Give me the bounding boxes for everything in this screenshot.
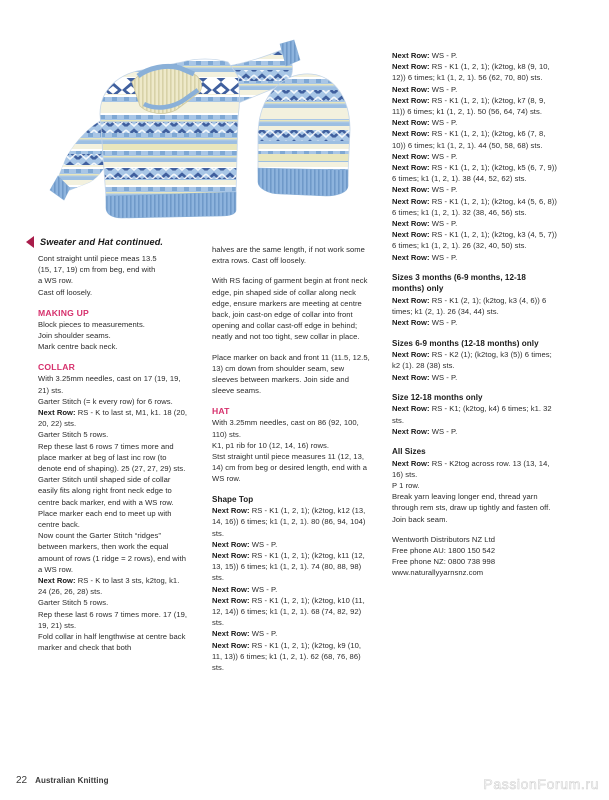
phone-nz: Free phone NZ: 0800 738 998 xyxy=(392,557,496,567)
decrease-row xyxy=(392,61,560,83)
collar-instruction-text: With 3.25mm needles, cast on 17 (19, 19, 21) sts. xyxy=(38,374,181,395)
collar-instruction xyxy=(38,597,190,608)
decrease-row xyxy=(392,84,560,95)
collar-cont-1: With RS facing of garment begin at front neck edge, pin shaped side of collar along neck edge, ensure markers are meeting at centre back, join cast-on edge of collar into front opening and collar cast-off edge in behind; neatly and not too tight, sew collar in place. xyxy=(212,276,368,342)
distributor-name: Wentworth Distributors NZ Ltd xyxy=(392,534,496,544)
intro-line-2: a WS row. xyxy=(38,276,74,286)
collar-instruction xyxy=(38,373,190,395)
size-3-months-heading: Sizes 3 months (6-9 months, 12-18 months) only xyxy=(392,272,526,294)
hat-line-0: With 3.25mm needles, cast on 86 (92, 100, 110) sts. xyxy=(212,418,359,439)
size-6-9-row-label: Next Row: xyxy=(392,372,430,382)
decrease-row-text: WS - P. xyxy=(429,219,458,229)
size-12-18-row-text: RS - K1; (k2tog, k4) 6 times; k1. 32 sts. xyxy=(392,404,552,425)
decrease-row-label: Next Row: xyxy=(392,51,430,60)
decrease-row xyxy=(392,184,560,195)
collar-instruction xyxy=(38,609,190,631)
collar-instruction xyxy=(38,508,190,530)
shape-top-row xyxy=(212,505,370,539)
making-up-line-0: Block pieces to measurements. xyxy=(38,319,145,329)
shape-top-heading: Shape Top xyxy=(212,494,254,504)
all-sizes-row xyxy=(392,458,560,480)
decrease-row-text: RS - K1 (1, 2, 1); (k2tog, k5 (6, 7, 9)) 6 times; k1 (1, 2, 1). 38 (44, 52, 62) sts. xyxy=(392,163,557,184)
column-right xyxy=(392,50,560,579)
intro-paragraph xyxy=(38,253,190,298)
collar-instruction-text: Rep these last 6 rows 7 times more. 17 (19, 19, 21) sts. xyxy=(38,609,188,630)
collar-body xyxy=(38,373,190,653)
collar-instruction xyxy=(38,575,190,597)
shape-top-row-text: WS - P. xyxy=(249,539,278,549)
phone-au: Free phone AU: 1800 150 542 xyxy=(392,546,496,556)
collar-instruction-label: Next Row: xyxy=(38,576,76,586)
hat-line-1: K1, p1 rib for 10 (12, 14, 16) rows. xyxy=(212,440,330,450)
sweater-and-hat-illustration xyxy=(14,18,386,230)
hat-decrease-rows xyxy=(392,50,560,263)
shape-top-row-label: Next Row: xyxy=(212,595,250,605)
decrease-row xyxy=(392,128,560,150)
collar-instruction xyxy=(38,441,190,475)
product-photo-canvas xyxy=(14,18,386,230)
website-link[interactable]: www.naturallyyarnsnz.com xyxy=(392,568,484,578)
shape-top-row-text: RS - K1 (1, 2, 1); (k2tog, k12 (13, 14, 16)) 6 times; k1 (1, 2, 1). 80 (86, 94, 104) sts. xyxy=(212,506,366,538)
size-3-row-label: Next Row: xyxy=(392,318,430,328)
collar-instruction xyxy=(38,474,190,508)
page-footer xyxy=(16,775,109,786)
shape-top-row-label: Next Row: xyxy=(212,506,250,516)
spacer xyxy=(212,396,370,405)
decrease-row xyxy=(392,196,560,218)
shape-top-row-label: Next Row: xyxy=(212,551,250,561)
decrease-row xyxy=(392,117,560,128)
decrease-row-label: Next Row: xyxy=(392,219,430,229)
size-6-9-row-label: Next Row: xyxy=(392,350,430,360)
shape-top-row-label: Next Row: xyxy=(212,629,250,639)
decrease-row-text: RS - K1 (1, 2, 1); (k2tog, k7 (8, 9, 11)) 6 times; k1 (1, 2, 1). 50 (56, 64, 74) sts. xyxy=(392,95,546,117)
making-up-line-2: Mark centre back neck. xyxy=(38,342,118,352)
size-3-row xyxy=(392,317,560,328)
all-sizes-row xyxy=(392,491,560,513)
size-12-18-months-body xyxy=(392,403,560,437)
size-12-18-row xyxy=(392,426,560,437)
all-sizes-row xyxy=(392,514,560,525)
collar-instruction-text: Fold collar in half lengthwise at centre back marker and check that both xyxy=(38,632,186,653)
spacer xyxy=(38,298,190,307)
continued-label: Sweater and Hat continued. xyxy=(40,237,164,247)
decrease-row xyxy=(392,95,560,117)
all-sizes-row-text: Join back seam. xyxy=(392,514,448,524)
collar-instruction-text: Garter Stitch 5 rows. xyxy=(38,598,109,608)
spacer xyxy=(212,485,370,494)
continued-banner xyxy=(26,236,163,248)
collar-instruction-text: Place marker each end to meet up with centre back. xyxy=(38,508,172,530)
spacer xyxy=(212,266,370,275)
decrease-row-label: Next Row: xyxy=(392,163,430,173)
size-6-9-months-body xyxy=(392,349,560,383)
decrease-row-text: WS - P. xyxy=(429,84,458,94)
shape-top-row-label: Next Row: xyxy=(212,539,250,549)
triangle-marker-icon xyxy=(26,236,34,248)
collar-instruction xyxy=(38,396,190,407)
decrease-row xyxy=(392,252,560,263)
collar-instruction-text: Garter Stitch (= k every row) for 6 rows. xyxy=(38,396,173,406)
decrease-row xyxy=(392,151,560,162)
size-12-18-row-label: Next Row: xyxy=(392,404,430,414)
shape-top-body xyxy=(212,505,370,673)
size-6-9-row xyxy=(392,349,560,371)
collar-instruction-text: RS - K to last st, M1, k1. 18 (20, 20, 22) sts. xyxy=(38,408,188,429)
decrease-row-text: WS - P. xyxy=(429,151,458,161)
size-12-18-row-text: WS - P. xyxy=(429,426,458,436)
collar-instruction xyxy=(38,407,190,429)
hat-heading: HAT xyxy=(212,406,230,417)
collar-heading: COLLAR xyxy=(38,362,76,373)
decrease-row-text: RS - K1 (1, 2, 1); (k2tog, k6 (7, 8, 10)) 6 times; k1 (1, 2, 1). 44 (50, 58, 68) sts. xyxy=(392,129,546,150)
making-up-heading: MAKING UP xyxy=(38,307,89,318)
collar-instruction xyxy=(38,631,190,653)
collar-instruction-text: Garter Stitch 5 rows. xyxy=(38,430,109,440)
shape-top-row xyxy=(212,550,370,584)
decrease-row-label: Next Row: xyxy=(392,230,430,240)
magazine-title: Australian Knitting xyxy=(35,776,109,785)
size-3-row-text: RS - K1 (2, 1); (k2tog, k3 (4, 6)) 6 times; k1 (2, 1). 26 (34, 44) sts. xyxy=(392,296,547,317)
all-sizes-row-text: P 1 row. xyxy=(392,481,420,491)
decrease-row-label: Next Row: xyxy=(392,196,430,206)
shape-top-row-text: RS - K1 (1, 2, 1); (k2tog, k10 (11, 12, 14)) 6 times; k1 (1, 2, 1). 68 (74, 82, 92) sts. xyxy=(212,595,365,628)
product-photo xyxy=(14,18,386,230)
collar-cont-0: halves are the same length, if not work some extra rows. Cast off loosely. xyxy=(212,245,365,266)
decrease-row xyxy=(392,162,560,184)
collar-instruction-text: Rep these last 6 rows 7 times more and place marker at beg of last inc row (to denote end of shaping). 25 (27, 27, 29) sts. xyxy=(38,441,186,474)
spacer xyxy=(212,343,370,352)
spacer xyxy=(38,352,190,361)
size-12-18-row xyxy=(392,403,560,425)
shape-top-row xyxy=(212,539,370,550)
collar-instruction-text: Garter Stitch until shaped side of collar easily fits along right front neck edge to centre back marker, end with a WS row. xyxy=(38,475,174,507)
size-12-18-row-label: Next Row: xyxy=(392,426,430,436)
size-3-row-text: WS - P. xyxy=(429,318,458,328)
shape-top-row-text: WS - P. xyxy=(249,629,278,639)
decrease-row-label: Next Row: xyxy=(392,84,430,94)
decrease-row-label: Next Row: xyxy=(392,129,430,139)
intro-line-0: Cont straight until piece meas 13.5 xyxy=(38,254,157,263)
column-middle xyxy=(212,244,370,673)
shape-top-row xyxy=(212,595,370,629)
all-sizes-row-text: RS - K2tog across row. 13 (13, 14, 16) sts. xyxy=(392,458,550,479)
all-sizes-heading: All Sizes xyxy=(392,447,426,457)
collar-instruction-text: Now count the Garter Stitch “ridges” between markers, then work the equal amount of rows (1 ridge = 2 rows), end with a WS row. xyxy=(38,531,186,574)
making-up-line-1: Join shoulder seams. xyxy=(38,331,111,341)
spacer xyxy=(392,383,560,392)
decrease-row-text: RS - K1 (1, 2, 1); (k2tog, k8 (9, 10, 12)) 6 times; k1 (1, 2, 1). 56 (62, 70, 80) sts. xyxy=(392,62,550,83)
collar-instruction xyxy=(38,530,190,575)
size-6-9-row-text: WS - P. xyxy=(429,372,458,382)
decrease-row-text: WS - P. xyxy=(429,185,458,195)
page-number: 22 xyxy=(16,775,28,786)
shape-top-row xyxy=(212,584,370,595)
shape-top-row-text: RS - K1 (1, 2, 1); (k2tog, k11 (12, 13, 15)) 6 times; k1 (1, 2, 1). 74 (80, 88, 98) sts. xyxy=(212,551,365,583)
shape-top-row xyxy=(212,640,370,674)
spacer xyxy=(392,329,560,338)
shape-top-row xyxy=(212,628,370,639)
decrease-row-text: WS - P. xyxy=(429,51,458,60)
size-6-9-row xyxy=(392,372,560,383)
intro-line-1: (15, 17, 19) cm from beg, end with xyxy=(38,265,156,275)
decrease-row xyxy=(392,50,560,61)
size-3-row-label: Next Row: xyxy=(392,296,430,306)
decrease-row-label: Next Row: xyxy=(392,151,430,161)
collar-instruction-text: RS - K to last 3 sts, k2tog, k1. 24 (26, 26, 28) sts. xyxy=(38,576,180,597)
shape-top-row-label: Next Row: xyxy=(212,584,250,594)
all-sizes-row xyxy=(392,480,560,491)
collar-instruction-label: Next Row: xyxy=(38,408,76,418)
column-left xyxy=(38,253,190,654)
shape-top-row-text: WS - P. xyxy=(249,584,278,594)
hat-line-2: Stst straight until piece measures 11 (12, 13, 14) cm from beg or desired length, end with a WS row. xyxy=(212,452,368,484)
decrease-row-text: RS - K1 (1, 2, 1); (k2tog, k4 (5, 6, 8)) 6 times; k1 (1, 2, 1). 32 (38, 46, 56) sts. xyxy=(392,196,557,217)
all-sizes-body xyxy=(392,458,560,525)
size-12-18-months-heading: Size 12-18 months only xyxy=(392,392,483,402)
collar-cont-2: Place marker on back and front 11 (11.5, 12.5, 13) cm down from shoulder seam, sew sleeves between markers. Join side and sleeve seams. xyxy=(212,352,370,396)
watermark-text: PassionForum.ru xyxy=(483,776,599,792)
decrease-row-label: Next Row: xyxy=(392,62,430,72)
collar-instruction xyxy=(38,429,190,440)
making-up-body xyxy=(38,319,190,353)
decrease-row-label: Next Row: xyxy=(392,118,430,128)
decrease-row-label: Next Row: xyxy=(392,95,430,105)
decrease-row-label: Next Row: xyxy=(392,185,430,195)
size-6-9-row-text: RS - K2 (1); (k2tog, k3 (5)) 6 times; k2 (1). 28 (38) sts. xyxy=(392,350,552,371)
spacer xyxy=(392,525,560,534)
shape-top-row-label: Next Row: xyxy=(212,640,250,650)
size-3-months-body xyxy=(392,295,560,329)
decrease-row-label: Next Row: xyxy=(392,252,430,262)
decrease-row-text: WS - P. xyxy=(429,252,458,262)
shape-top-row-text: RS - K1 (1, 2, 1); (k2tog, k9 (10, 11, 13)) 6 times; k1 (1, 2, 1). 62 (68, 76, 86) sts. xyxy=(212,640,362,673)
decrease-row-text: RS - K1 (1, 2, 1); (k2tog, k3 (4, 5, 7)) 6 times; k1 (1, 2, 1). 26 (32, 40, 50) sts. xyxy=(392,230,557,251)
size-6-9-months-heading: Sizes 6-9 months (12-18 months) only xyxy=(392,338,539,348)
intro-line-3: Cast off loosely. xyxy=(38,287,93,297)
all-sizes-row-label: Next Row: xyxy=(392,458,430,468)
decrease-row xyxy=(392,229,560,251)
spacer xyxy=(392,263,560,272)
decrease-row xyxy=(392,218,560,229)
decrease-row-text: WS - P. xyxy=(429,118,458,128)
spacer xyxy=(392,437,560,446)
all-sizes-row-text: Break yarn leaving longer end, thread yarn through rem sts, draw up tightly and fasten off. xyxy=(392,492,551,513)
size-3-row xyxy=(392,295,560,317)
